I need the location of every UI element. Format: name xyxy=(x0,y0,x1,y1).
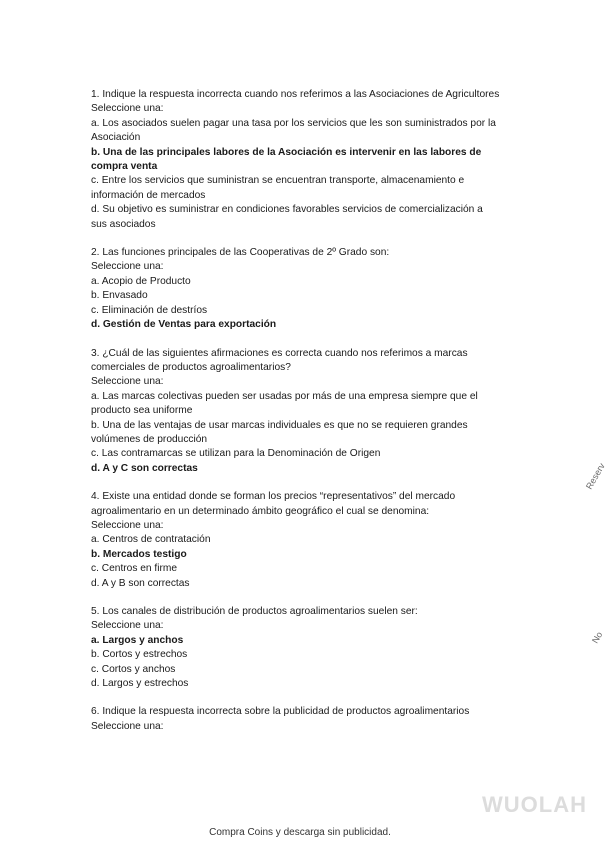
question-prompt: 3. ¿Cuál de las siguientes afirmaciones es correcta cuando nos referimos a marcas comerciales de productos agroalimentarios? xyxy=(91,347,468,373)
question-prompt: 1. Indique la respuesta incorrecta cuando nos referimos a las Asociaciones de Agricultores xyxy=(91,89,500,100)
option-c: c. Las contramarcas se utilizan para la Denominación de Origen xyxy=(91,448,381,460)
quiz-content xyxy=(91,88,501,748)
side-watermark-text: Reserv xyxy=(584,461,607,491)
option-b: b. Una de las ventajas de usar marcas individuales es que no se requieren grandes volúmenes de producción xyxy=(91,419,468,445)
question-3 xyxy=(91,347,501,477)
option-d-correct: d. Gestión de Ventas para exportación xyxy=(91,319,277,331)
option-d: d. Largos y estrechos xyxy=(91,678,189,690)
option-c: c. Cortos y anchos xyxy=(91,663,176,675)
option-b-correct: b. Una de las principales labores de la Asociación es intervenir en las labores de compra venta xyxy=(91,146,482,173)
select-label: Seleccione una: xyxy=(91,720,164,732)
option-b-correct: b. Mercados testigo xyxy=(91,548,187,560)
option-a-correct: a. Largos y anchos xyxy=(91,634,184,646)
option-b: b. Cortos y estrechos xyxy=(91,649,188,661)
question-5 xyxy=(91,605,501,691)
select-label: Seleccione una: xyxy=(91,620,164,632)
question-prompt: 6. Indique la respuesta incorrecta sobre la publicidad de productos agroalimentarios xyxy=(91,706,470,718)
option-c: c. Entre los servicios que suministran se encuentran transporte, almacenamiento e información de mercados xyxy=(91,175,465,201)
option-c: c. Eliminación de destríos xyxy=(91,304,208,316)
option-c: c. Centros en firme xyxy=(91,563,178,575)
option-a: a. Los asociados suelen pagar una tasa por los servicios que les son suministrados por la Asociación xyxy=(91,117,496,144)
question-4 xyxy=(91,490,501,591)
select-label: Seleccione una: xyxy=(91,376,164,388)
option-b: b. Envasado xyxy=(91,290,148,302)
question-2 xyxy=(91,246,501,332)
select-label: Seleccione una: xyxy=(91,261,164,273)
option-a: a. Centros de contratación xyxy=(91,534,211,546)
question-prompt: 2. Las funciones principales de las Cooperativas de 2º Grado son: xyxy=(91,247,390,259)
question-prompt: 5. Los canales de distribución de productos agroalimentarios suelen ser: xyxy=(91,606,418,617)
side-watermark-text: No xyxy=(590,630,605,645)
footer-notice: Compra Coins y descarga sin publicidad. xyxy=(209,827,391,838)
question-6 xyxy=(91,705,501,734)
wuolah-logo: WUOLAH xyxy=(482,792,587,817)
option-d-correct: d. A y C son correctas xyxy=(91,462,198,474)
select-label: Seleccione una: xyxy=(91,103,164,115)
option-a: a. Acopio de Producto xyxy=(91,275,191,287)
option-d: d. Su objetivo es suministrar en condiciones favorables servicios de comercialización a sus asociados xyxy=(91,204,483,230)
question-prompt: 4. Existe una entidad donde se forman los precios “representativos” del mercado agroalimentario en un determinado ámbito geográfico el cual se denomina: xyxy=(91,491,456,517)
option-d: d. A y B son correctas xyxy=(91,577,190,589)
select-label: Seleccione una: xyxy=(91,519,164,531)
question-1 xyxy=(91,88,501,232)
option-a: a. Las marcas colectivas pueden ser usadas por más de una empresa siempre que el producto sea uniforme xyxy=(91,390,478,417)
